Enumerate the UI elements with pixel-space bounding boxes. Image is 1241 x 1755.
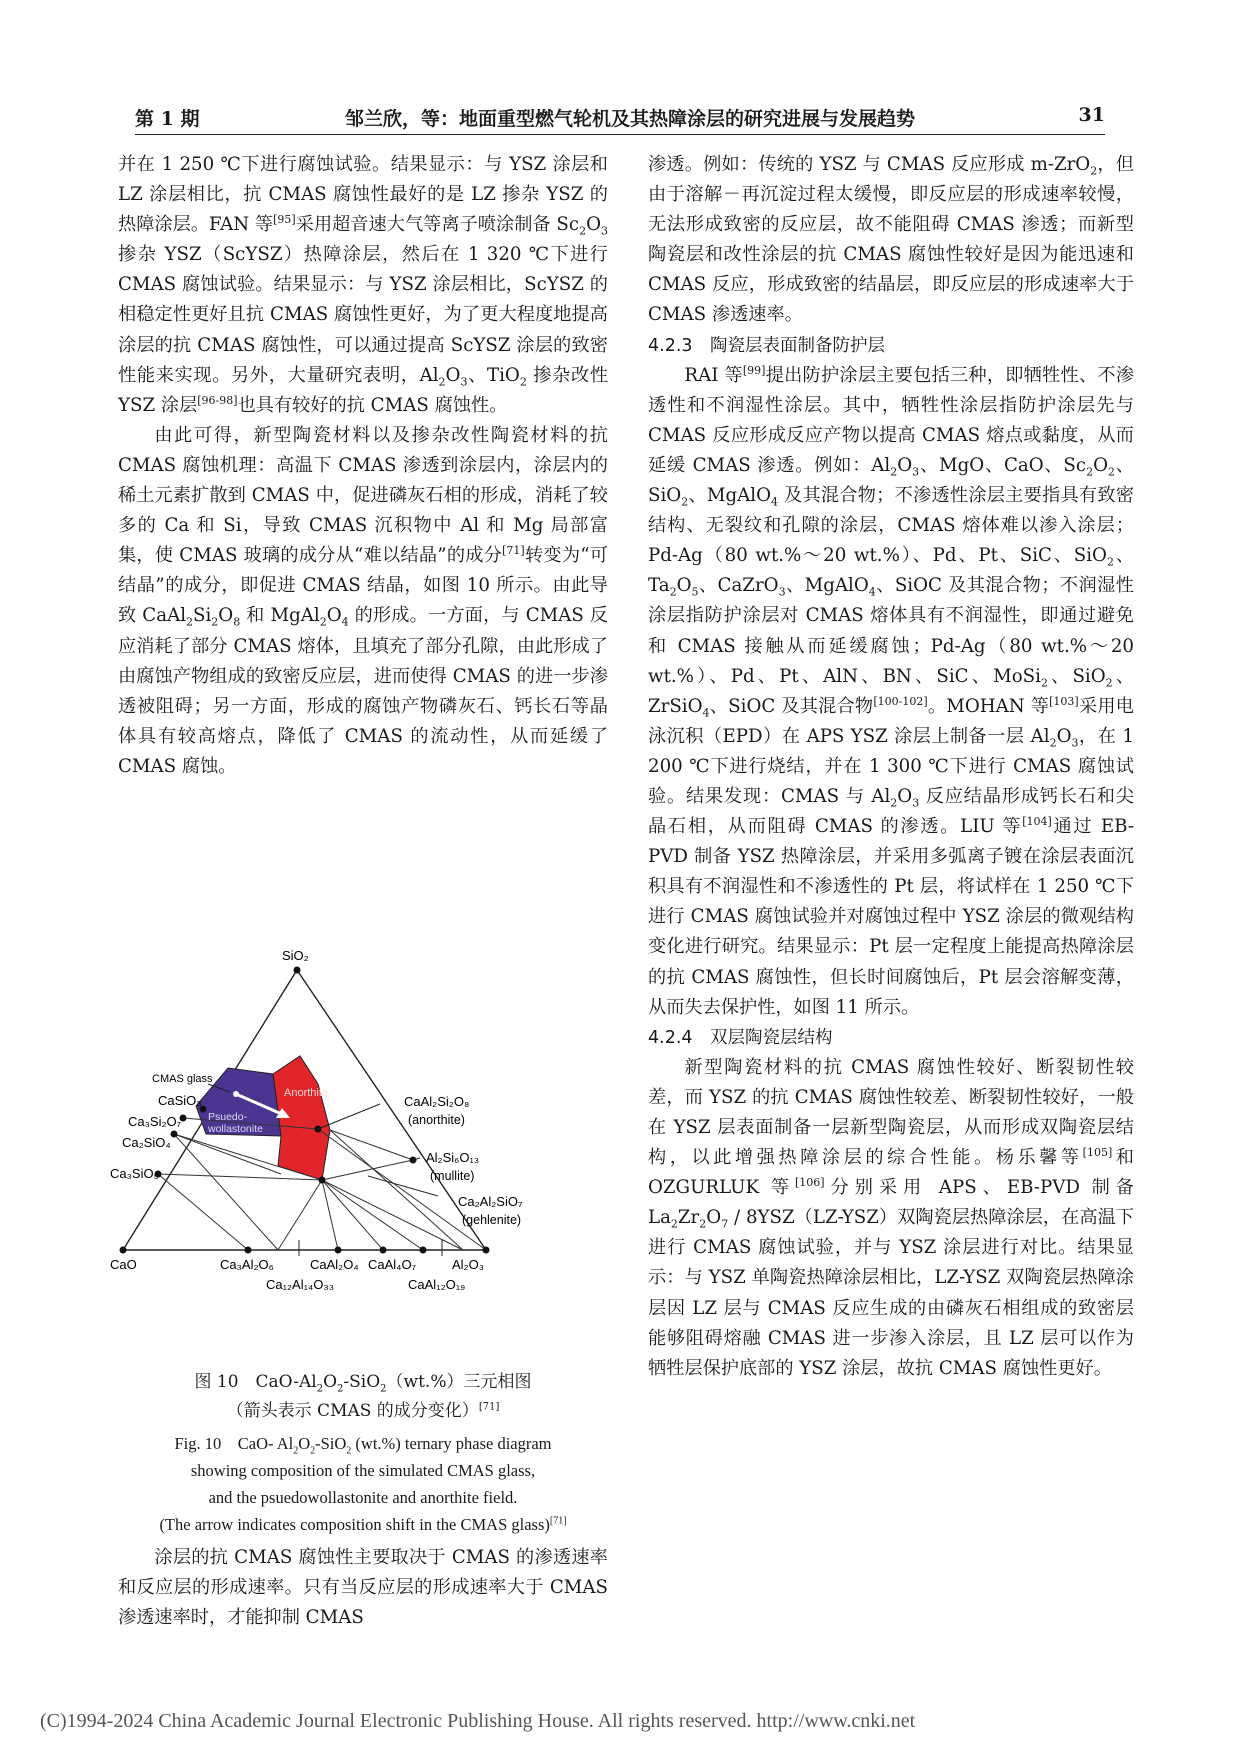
caption-en-line-4: (The arrow indicates composition shift in the CMAS glass)[71] [159, 1515, 567, 1534]
label-ca2sio4: Ca₂SiO₄ [122, 1135, 171, 1150]
right-paragraph-1: RAI 等[99]提出防护涂层主要包括三种，即牺牲性、不渗透性和不润湿性涂层。其中，牺牲性涂层指防护涂层先与 CMAS 反应形成反应产物以提高 CMAS 熔点或黏度，从而延缓 CMAS 渗透。例如：$Al_2O_3$、MgO、CaO、$Sc_2O_2$、SiO$_2$、MgAlO$_4$ 及其混合物；不渗透性涂层主要指具有致密结构、无裂纹和孔隙的涂层，CMAS 熔体难以渗入涂层；Pd-Ag（80 wt.%～20 wt.%）、Pd、Pt、SiC、SiO$_2$、$Ta_2O_5$、CaZrO$_3$、MgAlO$_4$、SiOC 及其混合物；不润湿性涂层指防护涂层对 CMAS 熔体具有不润湿性，即通过避免和 CMAS 接触从而延缓腐蚀；Pd-Ag（80 wt.%～20 wt.%）、Pd、Pt、AlN、BN、SiC、MoSi$_2$、SiO$_2$、ZrSiO$_4$、SiOC 及其混合物[100-102]。MOHAN 等[103]采用电泳沉积（EPD）在 APS YSZ 涂层上制备一层 $Al_2O_3$，在 1 200 ℃下进行烧结，并在 1 300 ℃下进行 CMAS 腐蚀试验。结果发现：CMAS 与 $Al_2O_3$ 反应结晶形成钙长石和尖晶石相，从而阻碍 CMAS 的渗透。LIU 等[104]通过 EB-PVD 制备 YSZ 热障涂层，并采用多弧离子镀在涂层表面沉积具有不润湿性和不渗透性的 Pt 层，将试样在 1 250 ℃下进行 CMAS 腐蚀试验并对腐蚀过程中 YSZ 涂层的微观结构变化进行研究。结果显示：Pt 层一定程度上能提高热障涂层的抗 CMAS 腐蚀性，但长时间腐蚀后，Pt 层会溶解变薄，从而失去保护性，如图 11 所示。 [648, 363, 1135, 1018]
label-mullite: (mullite) [430, 1169, 475, 1183]
label-anorthite-field: Anorthite [284, 1087, 329, 1099]
label-pseudo-1: Psuedo- [208, 1111, 248, 1123]
label-ca3al2o6: Ca₃Al₂O₆ [220, 1257, 274, 1272]
left-column [118, 150, 608, 782]
label-al2o3: Al₂O₃ [452, 1257, 485, 1272]
label-cmas-glass: CMAS glass [152, 1073, 213, 1085]
left-column-after-figure [118, 1543, 608, 1633]
figure-caption-cn [118, 1368, 608, 1426]
label-ca3si2o7: Ca₃Si₂O₇ [128, 1114, 182, 1129]
figure-caption-en [118, 1430, 608, 1538]
header-rule [135, 134, 1105, 135]
ternary-phase-diagram [110, 944, 608, 1334]
label-anorthite: (anorthite) [408, 1113, 465, 1127]
label-caal2si2o8: CaAl₂Si₂O₈ [404, 1094, 470, 1109]
right-paragraph-2: 新型陶瓷材料的抗 CMAS 腐蚀性较好、断裂韧性较差，而 YSZ 的抗 CMAS 腐蚀性较差、断裂韧性较好，一般在 YSZ 层表面制备一层新型陶瓷层，从而形成双陶瓷层结构，以此增强热障涂层的综合性能。杨乐馨等[105]和 OZGURLUK 等[106]分别采用 APS、EB-PVD 制备 $La_2Zr_2O_7 / 8YSZ(LZ-YSZ)$双陶瓷层热障涂层，在高温下进行 CMAS 腐蚀试验，并与 YSZ 涂层进行对比。结果显示：与 YSZ 单陶瓷热障涂层相比，LZ-YSZ 双陶瓷层热障涂层因 LZ 层与 CMAS 反应生成的由磷灰石相组成的致密层能够阻碍熔融 CMAS 进一步渗入涂层，且 LZ 层可以作为牺牲层保护底部的 YSZ 涂层，故抗 CMAS 腐蚀性更好。 [648, 1056, 1134, 1379]
running-header [135, 96, 1105, 136]
issue-number: 第 1 期 [135, 108, 200, 130]
caption-en-line-1: Fig. 10 CaO- $Al_2O_2-SiO_2$ (wt.%) ternary phase diagram [174, 1434, 552, 1457]
section-heading-4-2-3: 4.2.3 陶瓷层表面制备防护层 [648, 335, 886, 356]
right-paragraph-0: 渗透。例如：传统的 YSZ 与 CMAS 反应形成 m-ZrO$_2$，但由于溶解－再沉淀过程太缓慢，即反应层的形成速率较慢，无法形成致密的反应层，故不能阻碍 CMAS 渗透；而新型陶瓷层和改性涂层的抗 CMAS 腐蚀性较好是因为能迅速和 CMAS 反应，形成致密的结晶层，即反应层的形成速率大于 CMAS 渗透速率。 [648, 154, 1134, 326]
section-heading-4-2-4: 4.2.4 双层陶瓷层结构 [648, 1027, 833, 1048]
running-title: 邹兰欣，等：地面重型燃气轮机及其热障涂层的研究进展与发展趋势 [345, 108, 916, 130]
label-ca12al14o33: Ca₁₂Al₁₄O₃₃ [266, 1277, 335, 1292]
label-caal2o4: CaAl₂O₄ [310, 1257, 359, 1272]
label-gehlenite: (gehlenite) [462, 1213, 522, 1227]
caption-en-line-3: and the psuedowollastonite and anorthite field. [208, 1488, 518, 1507]
left-paragraph-3: 涂层的抗 CMAS 腐蚀性主要取决于 CMAS 的渗透速率和反应层的形成速率。只有当反应层的形成速率大于 CMAS 渗透速率时，才能抑制 CMAS [118, 1547, 608, 1629]
right-column [648, 150, 1134, 1384]
caption-cn-line-1: 图 10 CaO-$Al_2O_2-SiO_2(wt.\%)$三元相图 [194, 1372, 532, 1395]
copyright-footer: (C)1994-2024 China Academic Journal Electronic Publishing House. All rights reserved. http://www.cnki.net [40, 1710, 916, 1732]
label-caal4o7: CaAl₄O₇ [368, 1257, 417, 1272]
label-pseudo-2: wollastonite [208, 1123, 263, 1135]
caption-en-line-2: showing composition of the simulated CMAS glass, [190, 1461, 536, 1480]
label-caal12o19: CaAl₁₂O₁₉ [408, 1277, 466, 1292]
caption-cn-line-2: （箭头表示 CMAS 的成分变化）[71] [226, 1401, 500, 1421]
left-paragraph-2: 由此可得，新型陶瓷材料以及掺杂改性陶瓷材料的抗 CMAS 腐蚀机理：高温下 CMAS 渗透到涂层内，涂层内的稀土元素扩散到 CMAS 中，促进磷灰石相的形成，消耗了较多的 Ca 和 Si，导致 CMAS 沉积物中 Al 和 Mg 局部富集，使 CMAS 玻璃的成分从“难以结晶”的成分[71]转变为“可结晶”的成分，即促进 CMAS 结晶，如图 10 所示。由此导致 $CaAl_2Si_2O_8$ 和 $MgAl_2O_4$ 的形成。一方面，与 CMAS 反应消耗了部分 CMAS 熔体，且填充了部分孔隙，由此形成了由腐蚀产物组成的致密反应层，进而使得 CMAS 的进一步渗透被阻碍；另一方面，形成的腐蚀产物磷灰石、钙长石等晶体具有较高熔点，降低了 CMAS 的流动性，从而延缓了 CMAS 腐蚀。 [118, 424, 608, 777]
cmas-glass-point [233, 1091, 239, 1097]
left-paragraph-1: 并在 1 250 ℃下进行腐蚀试验。结果显示：与 YSZ 涂层和 LZ 涂层相比，抗 CMAS 腐蚀性最好的是 LZ 掺杂 YSZ 的热障涂层。FAN 等[95]采用超音速大气等离子喷涂制备 $Sc_2O_3$ 掺杂 YSZ（ScYSZ）热障涂层，然后在 1 320 ℃下进行 CMAS 腐蚀试验。结果显示：与 YSZ 涂层相比，ScYSZ 的相稳定性更好且抗 CMAS 腐蚀性更好，为了更大程度地提高涂层的抗 CMAS 腐蚀性，可以通过提高 ScYSZ 涂层的致密性能来实现。另外，大量研究表明，$Al_2O_3$、TiO$_2$ 掺杂改性 YSZ 涂层[96-98]也具有较好的抗 CMAS 腐蚀性。 [118, 154, 609, 416]
label-mullite-formula: Al₂Si₆O₁₃ [426, 1150, 480, 1165]
page-number: 31 [1078, 104, 1105, 126]
label-sio2: SiO₂ [282, 948, 309, 963]
label-cao: CaO [110, 1257, 137, 1272]
label-casio3: CaSiO₃ [158, 1093, 202, 1108]
label-ca3sio5: Ca₃SiO₅ [110, 1166, 159, 1181]
label-gehlenite-formula: Ca₂Al₂SiO₇ [458, 1194, 523, 1209]
